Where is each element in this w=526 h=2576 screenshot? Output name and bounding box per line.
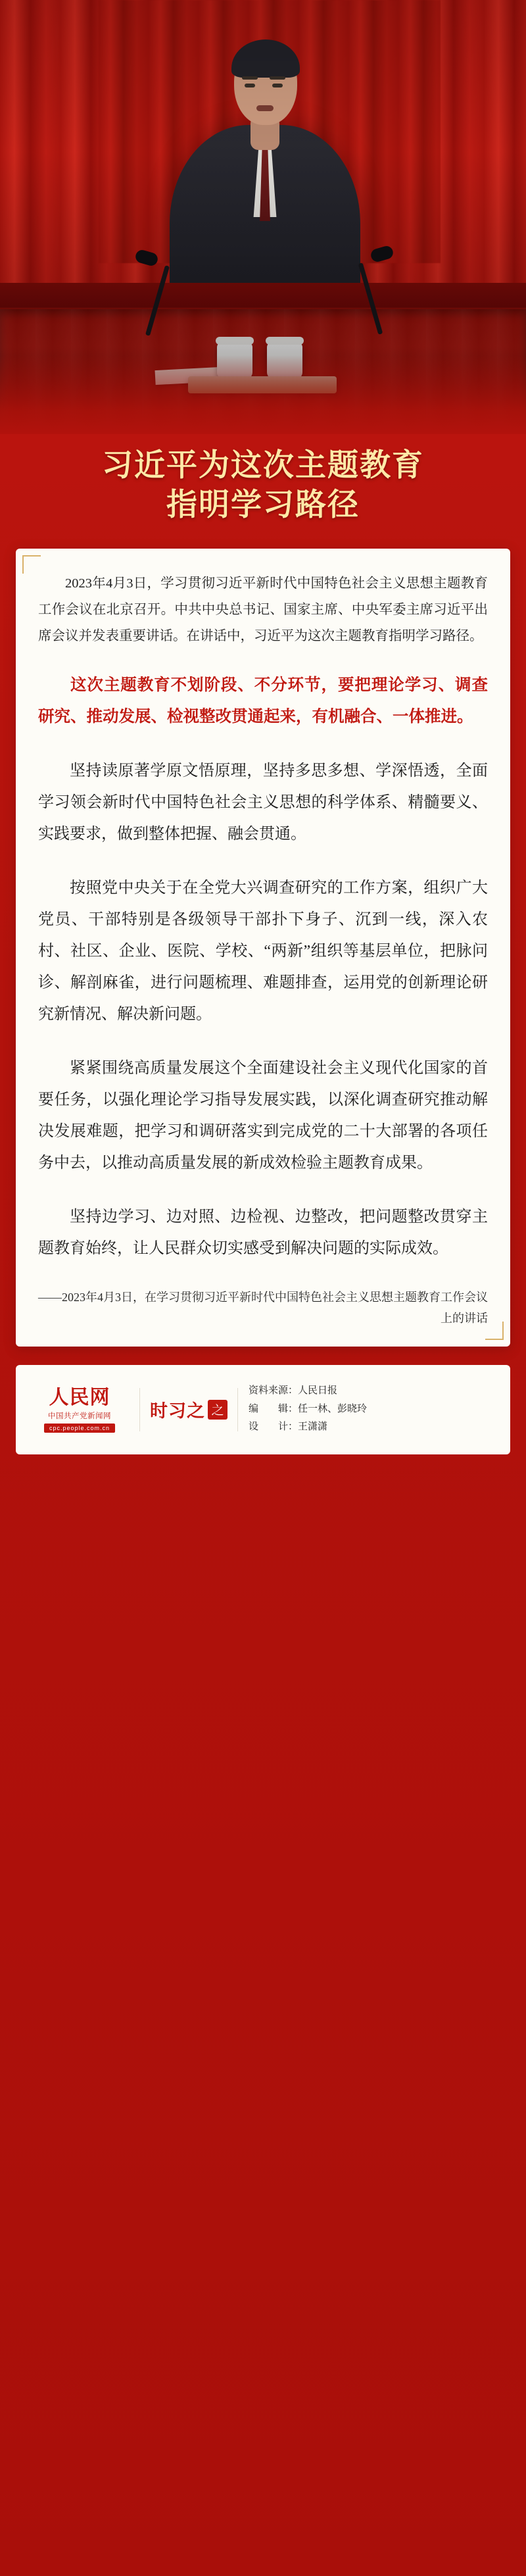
footer-bar	[16, 1365, 510, 1454]
people-cn-logo[interactable]	[30, 1387, 129, 1433]
credit-editor: 编 辑：任一林、彭晓玲	[249, 1403, 368, 1414]
people-cn-logo-title: 人民网	[49, 1386, 110, 1408]
credit-designer: 设 计：王潇潇	[249, 1422, 328, 1433]
article-paragraph-4: 坚持边学习、边对照、边检视、边整改，把问题整改贯穿主题教育始终，让人民群众切实感受到解决问题的实际成效。	[38, 1208, 488, 1257]
article-highlight-quote: 这次主题教育不划阶段、不分环节，要把理论学习、调查研究、推动发展、检视整改贯通起来，有机融合、一体推进。	[38, 676, 488, 726]
article-paragraph-2: 按照党中央关于在全党大兴调查研究的工作方案，组织广大党员、干部特别是各级领导干部扑下身子、沉到一线，深入农村、社区、企业、医院、学校、“两新”组织等基层单位，把脉问诊、解剖麻雀，进行问题梳理、难题排查，运用党的创新理论研究新情况、解决新问题。	[38, 879, 488, 1023]
shixizhi-seal-icon: 之	[208, 1400, 227, 1420]
people-cn-logo-url: cpc.people.com.cn	[44, 1424, 115, 1433]
title-line-2: 指明学习路径	[166, 488, 360, 523]
title-line-1: 习近平为这次主题教育	[102, 449, 424, 483]
shixizhi-logo[interactable]	[139, 1388, 238, 1431]
article-card	[16, 549, 510, 1346]
people-cn-logo-subtitle: 中国共产党新闻网	[48, 1412, 111, 1420]
bottom-spacer	[0, 1454, 526, 1472]
page-title	[0, 434, 526, 532]
footer-credits	[249, 1382, 496, 1437]
credit-source: 资料来源：人民日报	[249, 1385, 338, 1396]
hero-photo	[0, 0, 526, 434]
photo-bottom-fade	[0, 355, 526, 434]
article-source-note: ——2023年4月3日，在学习贯彻习近平新时代中国特色社会主义思想主题教育工作会议上的讲话	[38, 1290, 488, 1325]
article-paragraph-3: 紧紧围绕高质量发展这个全面建设社会主义现代化国家的首要任务，以强化理论学习指导发展实践，以深化调查研究推动解决发展难题，把学习和调研落实到完成党的二十大部署的各项任务中去，以推动高质量发展的新成效检验主题教育成果。	[38, 1059, 488, 1172]
article-paragraph-1: 坚持读原著学原文悟原理，坚持多思多想、学深悟透，全面学习领会新时代中国特色社会主义思想的科学体系、精髓要义、实践要求，做到整体把握、融会贯通。	[38, 762, 488, 843]
article-lead: 2023年4月3日，学习贯彻习近平新时代中国特色社会主义思想主题教育工作会议在北京召开。中共中央总书记、国家主席、中央军委主席习近平出席会议并发表重要讲话。在讲话中，习近平为这次主题教育指明学习路径。	[38, 576, 488, 644]
shixizhi-logo-text: 时习之	[150, 1401, 205, 1422]
